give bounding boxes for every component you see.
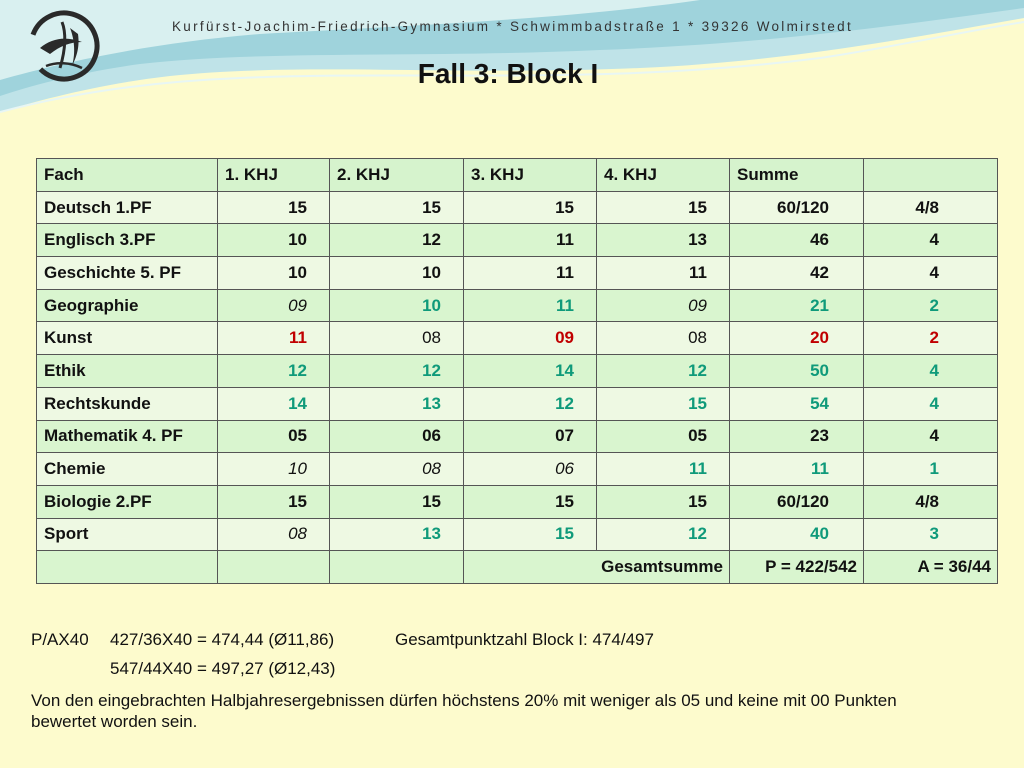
sum-cell: 23 <box>730 420 864 453</box>
table-row <box>37 387 998 420</box>
grade-cell: 12 <box>597 518 730 551</box>
grade-cell: 12 <box>464 387 597 420</box>
header-cell: 4. KHJ <box>597 159 730 192</box>
slide-title-text: Fall 3: Block I <box>417 58 599 89</box>
grade-cell: 15 <box>597 191 730 224</box>
calculation-line-2 <box>31 658 961 687</box>
calculation-1: 427/36X40 = 474,44 (Ø11,86) <box>110 630 335 649</box>
grade-cell: 11 <box>597 453 730 486</box>
calculation-2: 547/44X40 = 497,27 (Ø12,43) <box>110 659 336 678</box>
grade-cell: 06 <box>464 453 597 486</box>
calculation-line-1 <box>31 629 961 658</box>
table-row <box>37 355 998 388</box>
empty-cell <box>218 551 330 584</box>
grade-cell: 11 <box>597 257 730 290</box>
header-cell <box>864 159 998 192</box>
table-row <box>37 420 998 453</box>
grade-cell: 15 <box>330 191 464 224</box>
total-label: Gesamtsumme <box>464 551 730 584</box>
table-row <box>37 191 998 224</box>
grade-cell: 09 <box>464 322 597 355</box>
grades-table <box>36 158 998 584</box>
sum-cell: 60/120 <box>730 485 864 518</box>
grade-cell: 15 <box>464 191 597 224</box>
subject-cell: Kunst <box>37 322 218 355</box>
grade-cell: 11 <box>464 257 597 290</box>
grade-cell: 14 <box>218 387 330 420</box>
table-row <box>37 257 998 290</box>
count-cell: 4 <box>864 355 998 388</box>
slide-title <box>0 58 1024 90</box>
count-cell: 2 <box>864 322 998 355</box>
header-cell: 2. KHJ <box>330 159 464 192</box>
sum-cell: 46 <box>730 224 864 257</box>
empty-cell <box>37 551 218 584</box>
count-cell: 2 <box>864 289 998 322</box>
school-header-line: Kurfürst-Joachim-Friedrich-Gymnasium * Schwimmbadstraße 1 * 39326 Wolmirstedt <box>172 19 854 34</box>
formula-label: P/AX40 <box>31 630 89 649</box>
grade-cell: 08 <box>597 322 730 355</box>
grade-cell: 06 <box>330 420 464 453</box>
count-cell: 4/8 <box>864 191 998 224</box>
grade-cell: 12 <box>330 224 464 257</box>
table-row <box>37 322 998 355</box>
grade-cell: 11 <box>464 224 597 257</box>
grade-cell: 13 <box>330 387 464 420</box>
table-row <box>37 485 998 518</box>
grade-cell: 10 <box>330 289 464 322</box>
table-row <box>37 289 998 322</box>
grade-cell: 15 <box>464 485 597 518</box>
subject-cell: Ethik <box>37 355 218 388</box>
header-cell: Summe <box>730 159 864 192</box>
count-cell: 3 <box>864 518 998 551</box>
table-row <box>37 453 998 486</box>
table-row <box>37 518 998 551</box>
grade-cell: 15 <box>464 518 597 551</box>
total-p: P = 422/542 <box>730 551 864 584</box>
subject-cell: Geschichte 5. PF <box>37 257 218 290</box>
empty-cell <box>330 551 464 584</box>
grade-cell: 13 <box>597 224 730 257</box>
sum-cell: 60/120 <box>730 191 864 224</box>
sum-cell: 20 <box>730 322 864 355</box>
grade-cell: 15 <box>597 387 730 420</box>
count-cell: 4 <box>864 257 998 290</box>
header-cell: 3. KHJ <box>464 159 597 192</box>
grade-cell: 10 <box>330 257 464 290</box>
subject-cell: Deutsch 1.PF <box>37 191 218 224</box>
sum-cell: 21 <box>730 289 864 322</box>
sum-cell: 54 <box>730 387 864 420</box>
calculation-notes <box>31 629 961 732</box>
header-cell: Fach <box>37 159 218 192</box>
grade-cell: 11 <box>218 322 330 355</box>
subject-cell: Rechtskunde <box>37 387 218 420</box>
sum-cell: 42 <box>730 257 864 290</box>
rule-note: Von den eingebrachten Halbjahresergebnissen dürfen höchstens 20% mit weniger als 05 und keine mit 00 Punkten bewertet worden sein. <box>31 691 897 731</box>
sum-cell: 40 <box>730 518 864 551</box>
grade-cell: 08 <box>330 322 464 355</box>
count-cell: 4 <box>864 387 998 420</box>
table-row <box>37 224 998 257</box>
subject-cell: Englisch 3.PF <box>37 224 218 257</box>
grade-cell: 15 <box>218 485 330 518</box>
count-cell: 4/8 <box>864 485 998 518</box>
grade-cell: 08 <box>218 518 330 551</box>
grade-cell: 15 <box>218 191 330 224</box>
total-points: Gesamtpunktzahl Block I: 474/497 <box>395 630 654 649</box>
subject-cell: Geographie <box>37 289 218 322</box>
grade-cell: 09 <box>218 289 330 322</box>
grade-cell: 14 <box>464 355 597 388</box>
grade-cell: 12 <box>597 355 730 388</box>
subject-cell: Mathematik 4. PF <box>37 420 218 453</box>
sum-cell: 11 <box>730 453 864 486</box>
subject-cell: Chemie <box>37 453 218 486</box>
grade-cell: 12 <box>218 355 330 388</box>
grade-cell: 11 <box>464 289 597 322</box>
grade-cell: 10 <box>218 224 330 257</box>
total-row <box>37 551 998 584</box>
grade-cell: 05 <box>218 420 330 453</box>
count-cell: 4 <box>864 420 998 453</box>
grade-cell: 05 <box>597 420 730 453</box>
grade-cell: 15 <box>597 485 730 518</box>
grade-cell: 12 <box>330 355 464 388</box>
grade-cell: 09 <box>597 289 730 322</box>
header-cell: 1. KHJ <box>218 159 330 192</box>
grade-cell: 13 <box>330 518 464 551</box>
grade-cell: 07 <box>464 420 597 453</box>
subject-cell: Biologie 2.PF <box>37 485 218 518</box>
count-cell: 1 <box>864 453 998 486</box>
grade-cell: 10 <box>218 257 330 290</box>
sum-cell: 50 <box>730 355 864 388</box>
subject-cell: Sport <box>37 518 218 551</box>
total-a: A = 36/44 <box>864 551 998 584</box>
grade-cell: 08 <box>330 453 464 486</box>
table-header-row <box>37 159 998 192</box>
count-cell: 4 <box>864 224 998 257</box>
grade-cell: 10 <box>218 453 330 486</box>
grade-cell: 15 <box>330 485 464 518</box>
